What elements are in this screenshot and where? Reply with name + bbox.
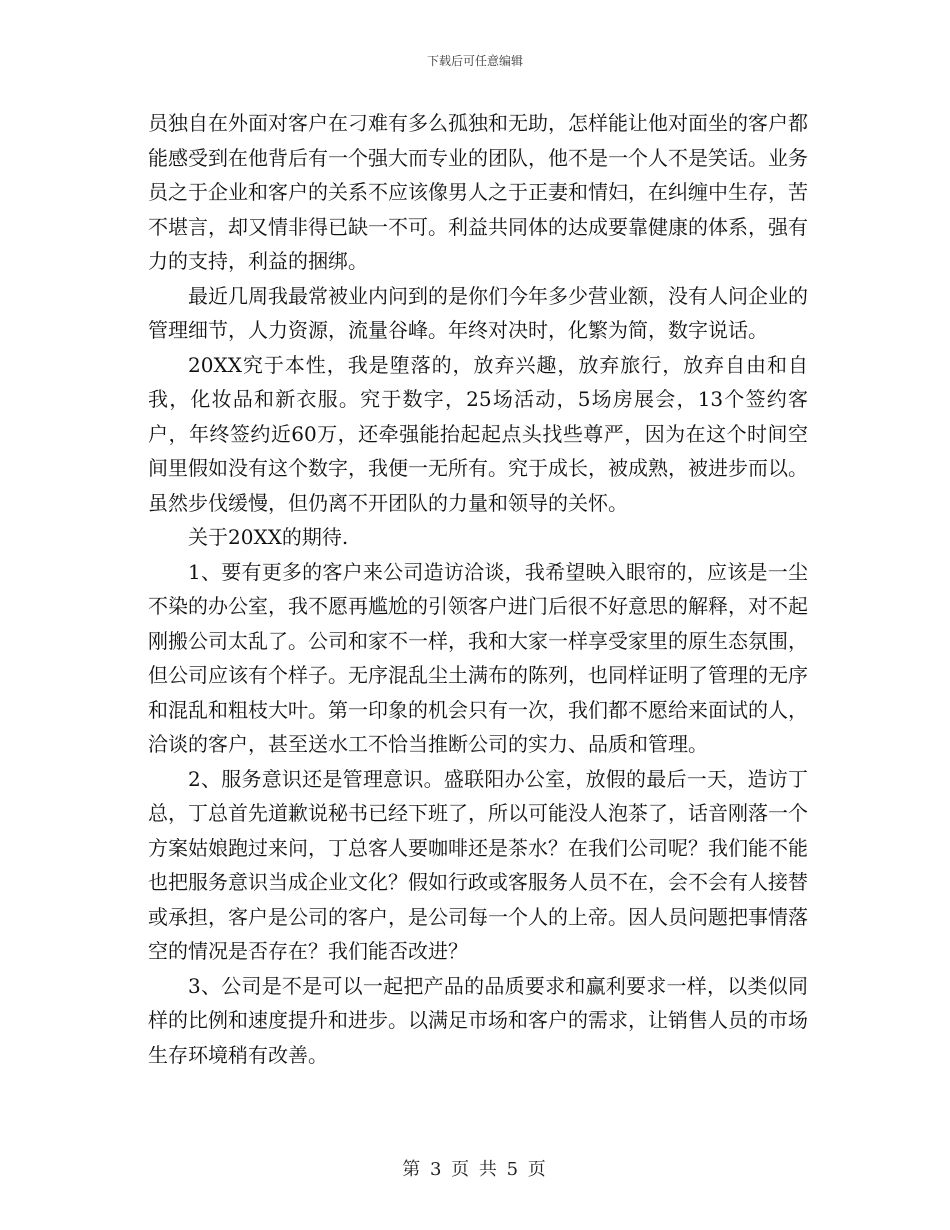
page-header: 下载后可任意编辑 — [426, 54, 523, 68]
page-footer: 第 3 页 共 5 页 — [402, 1159, 548, 1180]
document-body — [148, 106, 808, 1072]
paragraph-3: 20XX究于本性，我是堕落的，放弃兴趣，放弃旅行，放弃自由和自我，化妆品和新衣服。究于数字，25场活动，5场房展会，13个签约客户，年终签约近60万，还牵强能抬起起点头找些尊严，因为在这个时间空间里假如没有这个数字，我便一无所有。究于成长，被成熟，被进步而以。虽然步伐缓慢，但仍离不开团队的力量和领导的关怀。 — [148, 352, 808, 515]
paragraph-2: 最近几周我最常被业内问到的是你们今年多少营业额，没有人问企业的管理细节，人力资源，流量谷峰。年终对决时，化繁为简，数字说话。 — [148, 283, 808, 342]
paragraph-1: 员独自在外面对客户在刁难有多么孤独和无助，怎样能让他对面坐的客户都能感受到在他背后有一个强大而专业的团队，他不是一个人不是笑话。业务员之于企业和客户的关系不应该像男人之于正妻和情妇，在纠缠中生存，苦不堪言，却又情非得已缺一不可。利益共同体的达成要靠健康的体系，强有力的支持，利益的捆绑。 — [148, 111, 808, 273]
paragraph-7: 3、公司是不是可以一起把产品的品质要求和赢利要求一样，以类似同样的比例和速度提升和进步。以满足市场和客户的需求，让销售人员的市场生存环境稍有改善。 — [148, 973, 808, 1067]
paragraph-4: 关于20XX的期待. — [188, 525, 349, 549]
paragraph-5: 1、要有更多的客户来公司造访洽谈，我希望映入眼帘的，应该是一尘不染的办公室，我不愿再尴尬的引领客户进门后很不好意思的解释，对不起刚搬公司太乱了。公司和家不一样，我和大家一样享受家里的原生态氛围，但公司应该有个样子。无序混乱尘土满布的陈列，也同样证明了管理的无序和混乱和粗枝大叶。第一印象的机会只有一次，我们都不愿给来面试的人，洽谈的客户，甚至送水工不恰当推断公司的实力、品质和管理。 — [148, 559, 808, 756]
paragraph-6: 2、服务意识还是管理意识。盛联阳办公室，放假的最后一天，造访丁总，丁总首先道歉说秘书已经下班了，所以可能没人泡茶了，话音刚落一个方案姑娘跑过来问，丁总客人要咖啡还是茶水？在我们公司呢？我们能不能也把服务意识当成企业文化？假如行政或客服务人员不在，会不会有人接替或承担，客户是公司的客户，是公司每一个人的上帝。因人员问题把事情落空的情况是否存在？我们能否改进？ — [148, 766, 808, 963]
